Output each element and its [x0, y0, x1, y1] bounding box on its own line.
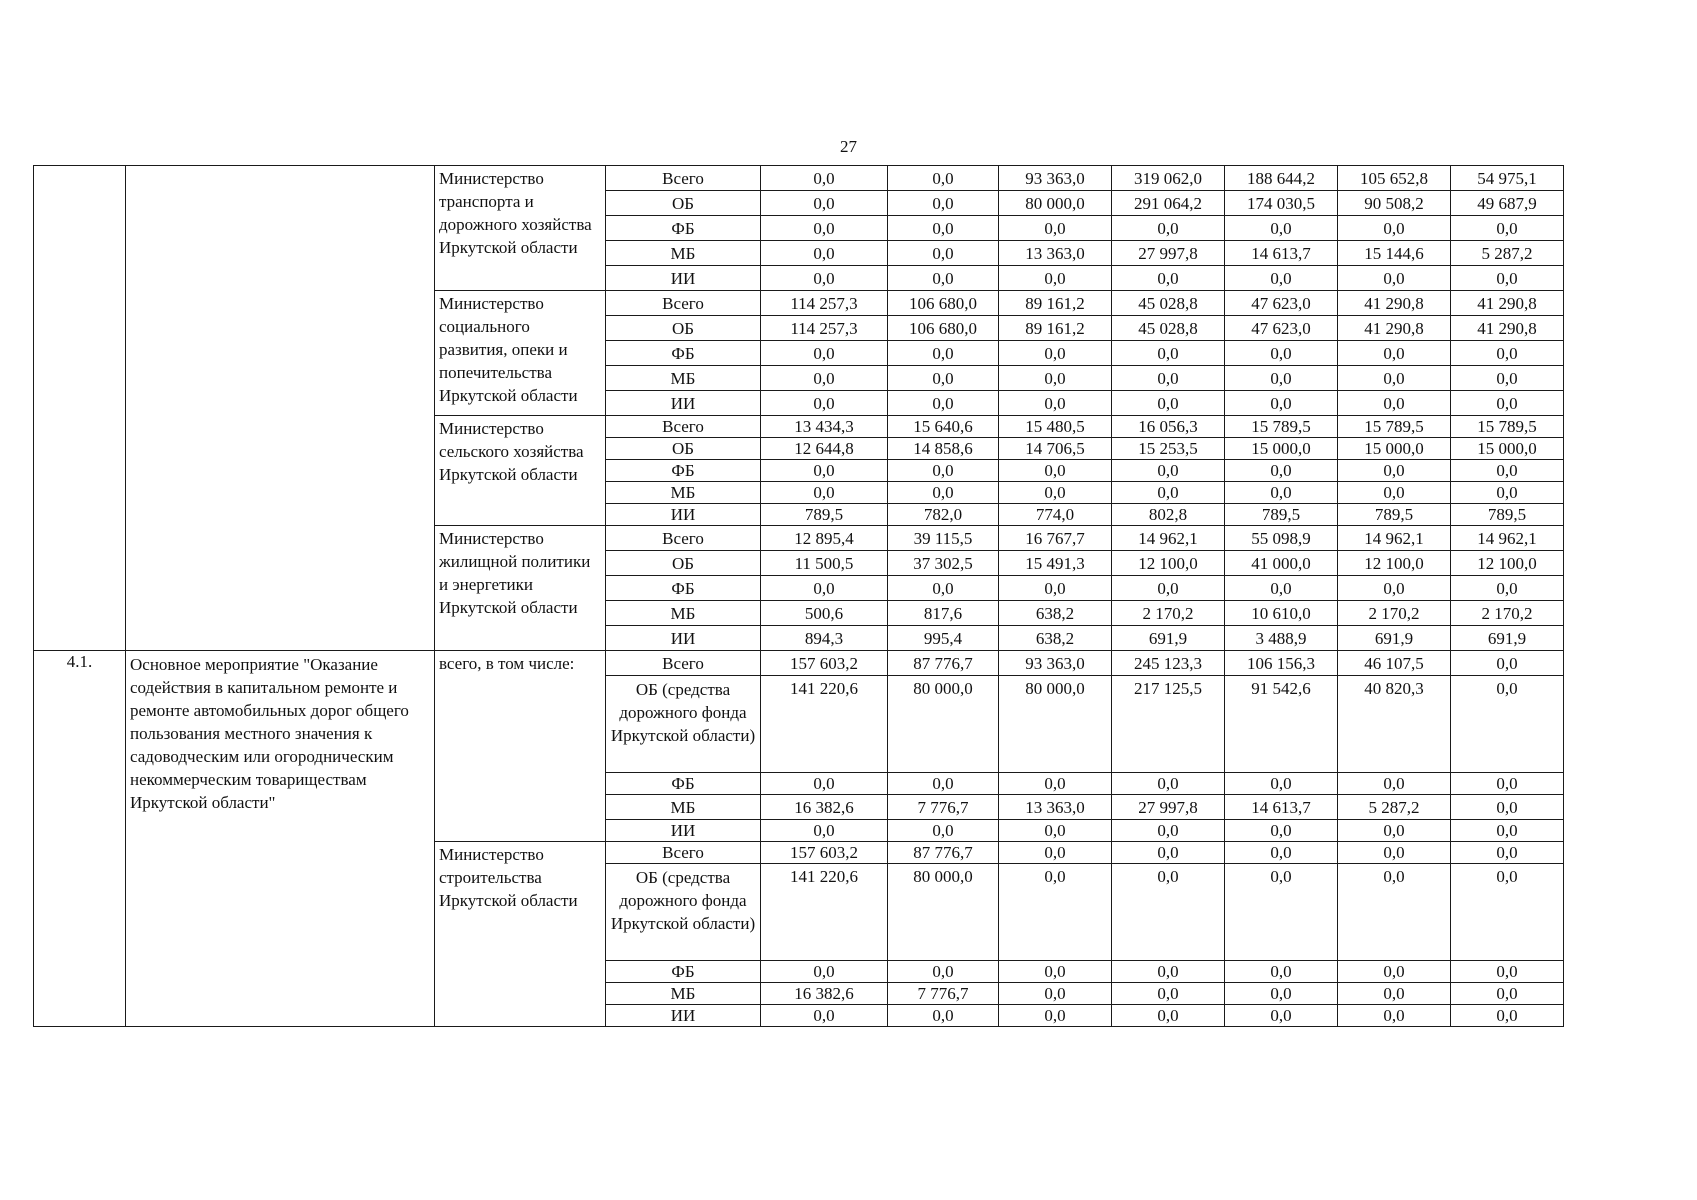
value-cell: 0,0 [1225, 983, 1338, 1005]
value-cell: 0,0 [1225, 864, 1338, 961]
value-cell: 0,0 [999, 961, 1112, 983]
value-cell: 0,0 [761, 391, 888, 416]
value-cell: 0,0 [1112, 864, 1225, 961]
value-cell: 14 858,6 [888, 438, 999, 460]
value-cell: 789,5 [1225, 504, 1338, 526]
value-cell: 0,0 [1112, 460, 1225, 482]
value-cell: 0,0 [1451, 576, 1564, 601]
value-cell: 188 644,2 [1225, 166, 1338, 191]
organization-name: Министерство сельского хозяйства Иркутской области [435, 416, 606, 526]
value-cell: 0,0 [888, 266, 999, 291]
value-cell: 0,0 [1451, 482, 1564, 504]
table-row [34, 166, 1564, 191]
value-cell: 0,0 [888, 576, 999, 601]
value-cell: 0,0 [1451, 341, 1564, 366]
value-cell: 15 491,3 [999, 551, 1112, 576]
value-cell: 114 257,3 [761, 316, 888, 341]
value-cell: 0,0 [761, 773, 888, 795]
value-cell: 87 776,7 [888, 842, 999, 864]
value-cell: 0,0 [888, 166, 999, 191]
value-cell: 0,0 [1112, 842, 1225, 864]
organization-name: Министерство строительства Иркутской области [435, 842, 606, 1027]
value-cell: 245 123,3 [1112, 651, 1225, 676]
value-cell: 2 170,2 [1451, 601, 1564, 626]
value-cell: 0,0 [761, 576, 888, 601]
value-cell: 15 000,0 [1451, 438, 1564, 460]
funding-source: МБ [606, 983, 761, 1005]
funding-source: МБ [606, 795, 761, 820]
value-cell: 0,0 [999, 266, 1112, 291]
value-cell: 0,0 [1225, 576, 1338, 601]
value-cell: 37 302,5 [888, 551, 999, 576]
funding-source: Всего [606, 651, 761, 676]
value-cell: 0,0 [1338, 864, 1451, 961]
organization-name: Министерство социального развития, опеки и попечительства Иркутской области [435, 291, 606, 416]
value-cell: 0,0 [1338, 366, 1451, 391]
value-cell: 0,0 [888, 482, 999, 504]
value-cell: 0,0 [999, 773, 1112, 795]
value-cell: 0,0 [1451, 460, 1564, 482]
value-cell: 41 290,8 [1451, 316, 1564, 341]
funding-source: ОБ [606, 551, 761, 576]
value-cell: 789,5 [1451, 504, 1564, 526]
value-cell: 691,9 [1338, 626, 1451, 651]
value-cell: 217 125,5 [1112, 676, 1225, 773]
funding-source: Всего [606, 291, 761, 316]
value-cell: 90 508,2 [1338, 191, 1451, 216]
value-cell: 0,0 [1225, 460, 1338, 482]
value-cell: 5 287,2 [1338, 795, 1451, 820]
value-cell: 46 107,5 [1338, 651, 1451, 676]
value-cell: 0,0 [1451, 773, 1564, 795]
value-cell: 7 776,7 [888, 983, 999, 1005]
value-cell: 0,0 [1112, 482, 1225, 504]
value-cell: 0,0 [1112, 1005, 1225, 1027]
funding-source: ФБ [606, 576, 761, 601]
value-cell: 15 480,5 [999, 416, 1112, 438]
value-cell: 0,0 [1225, 1005, 1338, 1027]
funding-source: ИИ [606, 1005, 761, 1027]
value-cell: 0,0 [1451, 983, 1564, 1005]
table-row [34, 651, 1564, 676]
value-cell: 291 064,2 [1112, 191, 1225, 216]
funding-source: Всего [606, 166, 761, 191]
value-cell: 0,0 [1338, 216, 1451, 241]
funding-source: ФБ [606, 216, 761, 241]
value-cell: 105 652,8 [1338, 166, 1451, 191]
value-cell: 0,0 [1225, 842, 1338, 864]
value-cell: 0,0 [1451, 651, 1564, 676]
value-cell: 106 680,0 [888, 316, 999, 341]
value-cell: 691,9 [1451, 626, 1564, 651]
value-cell: 14 613,7 [1225, 241, 1338, 266]
value-cell: 80 000,0 [999, 191, 1112, 216]
value-cell: 54 975,1 [1451, 166, 1564, 191]
value-cell: 0,0 [1451, 961, 1564, 983]
value-cell: 27 997,8 [1112, 795, 1225, 820]
value-cell: 40 820,3 [1338, 676, 1451, 773]
value-cell: 0,0 [1338, 842, 1451, 864]
value-cell: 789,5 [761, 504, 888, 526]
value-cell: 15 789,5 [1451, 416, 1564, 438]
value-cell: 47 623,0 [1225, 316, 1338, 341]
value-cell: 93 363,0 [999, 166, 1112, 191]
funding-source: ОБ [606, 438, 761, 460]
value-cell: 789,5 [1338, 504, 1451, 526]
value-cell: 15 144,6 [1338, 241, 1451, 266]
value-cell: 93 363,0 [999, 651, 1112, 676]
value-cell: 0,0 [1225, 773, 1338, 795]
value-cell: 0,0 [761, 266, 888, 291]
value-cell: 802,8 [1112, 504, 1225, 526]
value-cell: 15 789,5 [1338, 416, 1451, 438]
value-cell: 0,0 [1451, 795, 1564, 820]
value-cell: 39 115,5 [888, 526, 999, 551]
value-cell: 41 290,8 [1338, 291, 1451, 316]
value-cell: 41 000,0 [1225, 551, 1338, 576]
value-cell: 0,0 [1338, 266, 1451, 291]
value-cell: 0,0 [1451, 266, 1564, 291]
value-cell: 10 610,0 [1225, 601, 1338, 626]
funding-source: ФБ [606, 341, 761, 366]
value-cell: 91 542,6 [1225, 676, 1338, 773]
value-cell: 0,0 [888, 460, 999, 482]
value-cell: 0,0 [888, 961, 999, 983]
value-cell: 782,0 [888, 504, 999, 526]
value-cell: 13 434,3 [761, 416, 888, 438]
value-cell: 0,0 [888, 341, 999, 366]
value-cell: 3 488,9 [1225, 626, 1338, 651]
value-cell: 89 161,2 [999, 291, 1112, 316]
value-cell: 0,0 [888, 773, 999, 795]
value-cell: 0,0 [1338, 391, 1451, 416]
value-cell: 0,0 [1338, 576, 1451, 601]
value-cell: 141 220,6 [761, 864, 888, 961]
value-cell: 16 382,6 [761, 795, 888, 820]
value-cell: 16 767,7 [999, 526, 1112, 551]
budget-table [33, 165, 1564, 1027]
value-cell: 14 706,5 [999, 438, 1112, 460]
value-cell: 0,0 [1451, 216, 1564, 241]
value-cell: 500,6 [761, 601, 888, 626]
value-cell: 0,0 [1225, 366, 1338, 391]
value-cell: 0,0 [999, 391, 1112, 416]
funding-source: ОБ [606, 316, 761, 341]
value-cell: 0,0 [761, 460, 888, 482]
value-cell: 55 098,9 [1225, 526, 1338, 551]
value-cell: 0,0 [1338, 820, 1451, 842]
value-cell: 0,0 [999, 864, 1112, 961]
value-cell: 13 363,0 [999, 241, 1112, 266]
value-cell: 0,0 [999, 460, 1112, 482]
program-name [126, 166, 435, 651]
value-cell: 80 000,0 [888, 864, 999, 961]
value-cell: 16 382,6 [761, 983, 888, 1005]
value-cell: 0,0 [1225, 341, 1338, 366]
value-cell: 0,0 [1338, 460, 1451, 482]
value-cell: 995,4 [888, 626, 999, 651]
funding-source: МБ [606, 241, 761, 266]
value-cell: 16 056,3 [1112, 416, 1225, 438]
value-cell: 15 000,0 [1225, 438, 1338, 460]
value-cell: 0,0 [999, 341, 1112, 366]
value-cell: 80 000,0 [888, 676, 999, 773]
value-cell: 114 257,3 [761, 291, 888, 316]
value-cell: 0,0 [1338, 983, 1451, 1005]
value-cell: 15 640,6 [888, 416, 999, 438]
funding-source: ФБ [606, 961, 761, 983]
organization-name: всего, в том числе: [435, 651, 606, 842]
value-cell: 87 776,7 [888, 651, 999, 676]
funding-source: ОБ (средства дорожного фонда Иркутской области) [606, 864, 761, 961]
value-cell: 14 962,1 [1112, 526, 1225, 551]
value-cell: 774,0 [999, 504, 1112, 526]
value-cell: 89 161,2 [999, 316, 1112, 341]
funding-source: МБ [606, 366, 761, 391]
value-cell: 157 603,2 [761, 651, 888, 676]
value-cell: 0,0 [1112, 820, 1225, 842]
funding-source: ОБ [606, 191, 761, 216]
value-cell: 0,0 [1225, 482, 1338, 504]
value-cell: 2 170,2 [1338, 601, 1451, 626]
value-cell: 0,0 [761, 820, 888, 842]
value-cell: 0,0 [999, 216, 1112, 241]
value-cell: 0,0 [888, 216, 999, 241]
value-cell: 0,0 [999, 366, 1112, 391]
value-cell: 5 287,2 [1451, 241, 1564, 266]
value-cell: 0,0 [1338, 482, 1451, 504]
value-cell: 0,0 [999, 983, 1112, 1005]
value-cell: 0,0 [1225, 216, 1338, 241]
value-cell: 691,9 [1112, 626, 1225, 651]
value-cell: 0,0 [761, 241, 888, 266]
value-cell: 0,0 [888, 391, 999, 416]
value-cell: 45 028,8 [1112, 316, 1225, 341]
value-cell: 0,0 [761, 191, 888, 216]
value-cell: 0,0 [1338, 341, 1451, 366]
value-cell: 0,0 [999, 482, 1112, 504]
value-cell: 41 290,8 [1451, 291, 1564, 316]
item-number: 4.1. [34, 651, 126, 1027]
value-cell: 0,0 [999, 576, 1112, 601]
funding-source: Всего [606, 526, 761, 551]
value-cell: 0,0 [1451, 842, 1564, 864]
value-cell: 0,0 [1112, 983, 1225, 1005]
value-cell: 15 789,5 [1225, 416, 1338, 438]
value-cell: 106 156,3 [1225, 651, 1338, 676]
value-cell: 0,0 [761, 166, 888, 191]
value-cell: 0,0 [1451, 366, 1564, 391]
funding-source: МБ [606, 601, 761, 626]
value-cell: 0,0 [1112, 773, 1225, 795]
value-cell: 0,0 [1112, 391, 1225, 416]
value-cell: 0,0 [1338, 961, 1451, 983]
value-cell: 0,0 [761, 961, 888, 983]
value-cell: 0,0 [1451, 391, 1564, 416]
funding-source: ИИ [606, 820, 761, 842]
value-cell: 0,0 [1112, 216, 1225, 241]
value-cell: 0,0 [761, 366, 888, 391]
value-cell: 12 644,8 [761, 438, 888, 460]
value-cell: 0,0 [1451, 676, 1564, 773]
value-cell: 2 170,2 [1112, 601, 1225, 626]
value-cell: 0,0 [761, 341, 888, 366]
value-cell: 0,0 [1112, 961, 1225, 983]
value-cell: 41 290,8 [1338, 316, 1451, 341]
value-cell: 106 680,0 [888, 291, 999, 316]
value-cell: 14 962,1 [1451, 526, 1564, 551]
value-cell: 0,0 [761, 1005, 888, 1027]
value-cell: 638,2 [999, 601, 1112, 626]
value-cell: 15 253,5 [1112, 438, 1225, 460]
value-cell: 0,0 [1112, 366, 1225, 391]
value-cell: 47 623,0 [1225, 291, 1338, 316]
value-cell: 0,0 [888, 241, 999, 266]
value-cell: 0,0 [1225, 391, 1338, 416]
value-cell: 0,0 [999, 820, 1112, 842]
value-cell: 0,0 [1451, 1005, 1564, 1027]
value-cell: 174 030,5 [1225, 191, 1338, 216]
value-cell: 157 603,2 [761, 842, 888, 864]
value-cell: 0,0 [1225, 820, 1338, 842]
value-cell: 14 613,7 [1225, 795, 1338, 820]
funding-source: Всего [606, 416, 761, 438]
value-cell: 0,0 [1338, 1005, 1451, 1027]
value-cell: 0,0 [1451, 820, 1564, 842]
value-cell: 0,0 [761, 216, 888, 241]
funding-source: ИИ [606, 391, 761, 416]
value-cell: 12 100,0 [1338, 551, 1451, 576]
value-cell: 0,0 [1225, 961, 1338, 983]
value-cell: 0,0 [761, 482, 888, 504]
value-cell: 141 220,6 [761, 676, 888, 773]
value-cell: 11 500,5 [761, 551, 888, 576]
funding-source: ФБ [606, 773, 761, 795]
value-cell: 45 028,8 [1112, 291, 1225, 316]
page-number: 27 [840, 137, 857, 156]
value-cell: 0,0 [999, 1005, 1112, 1027]
value-cell: 14 962,1 [1338, 526, 1451, 551]
funding-source: ИИ [606, 504, 761, 526]
value-cell: 894,3 [761, 626, 888, 651]
program-name: Основное мероприятие "Оказание содействия в капитальном ремонте и ремонте автомобильных дорог общего пользования местного значения к садоводческим или огородническим некоммерческим товариществам Иркутской области" [126, 651, 435, 1027]
value-cell: 13 363,0 [999, 795, 1112, 820]
funding-source: ФБ [606, 460, 761, 482]
value-cell: 0,0 [888, 366, 999, 391]
value-cell: 0,0 [1451, 864, 1564, 961]
value-cell: 0,0 [1338, 773, 1451, 795]
value-cell: 0,0 [888, 820, 999, 842]
value-cell: 0,0 [999, 842, 1112, 864]
value-cell: 0,0 [1112, 266, 1225, 291]
funding-source: ОБ (средства дорожного фонда Иркутской области) [606, 676, 761, 773]
value-cell: 7 776,7 [888, 795, 999, 820]
value-cell: 0,0 [1225, 266, 1338, 291]
value-cell: 12 100,0 [1112, 551, 1225, 576]
organization-name: Министерство жилищной политики и энергетики Иркутской области [435, 526, 606, 651]
value-cell: 319 062,0 [1112, 166, 1225, 191]
value-cell: 638,2 [999, 626, 1112, 651]
funding-source: МБ [606, 482, 761, 504]
item-number [34, 166, 126, 651]
funding-source: ИИ [606, 626, 761, 651]
funding-source: ИИ [606, 266, 761, 291]
value-cell: 12 895,4 [761, 526, 888, 551]
value-cell: 15 000,0 [1338, 438, 1451, 460]
value-cell: 0,0 [888, 191, 999, 216]
value-cell: 12 100,0 [1451, 551, 1564, 576]
value-cell: 80 000,0 [999, 676, 1112, 773]
organization-name: Министерство транспорта и дорожного хозяйства Иркутской области [435, 166, 606, 291]
value-cell: 817,6 [888, 601, 999, 626]
value-cell: 49 687,9 [1451, 191, 1564, 216]
value-cell: 0,0 [888, 1005, 999, 1027]
funding-source: Всего [606, 842, 761, 864]
value-cell: 0,0 [1112, 576, 1225, 601]
value-cell: 27 997,8 [1112, 241, 1225, 266]
value-cell: 0,0 [1112, 341, 1225, 366]
